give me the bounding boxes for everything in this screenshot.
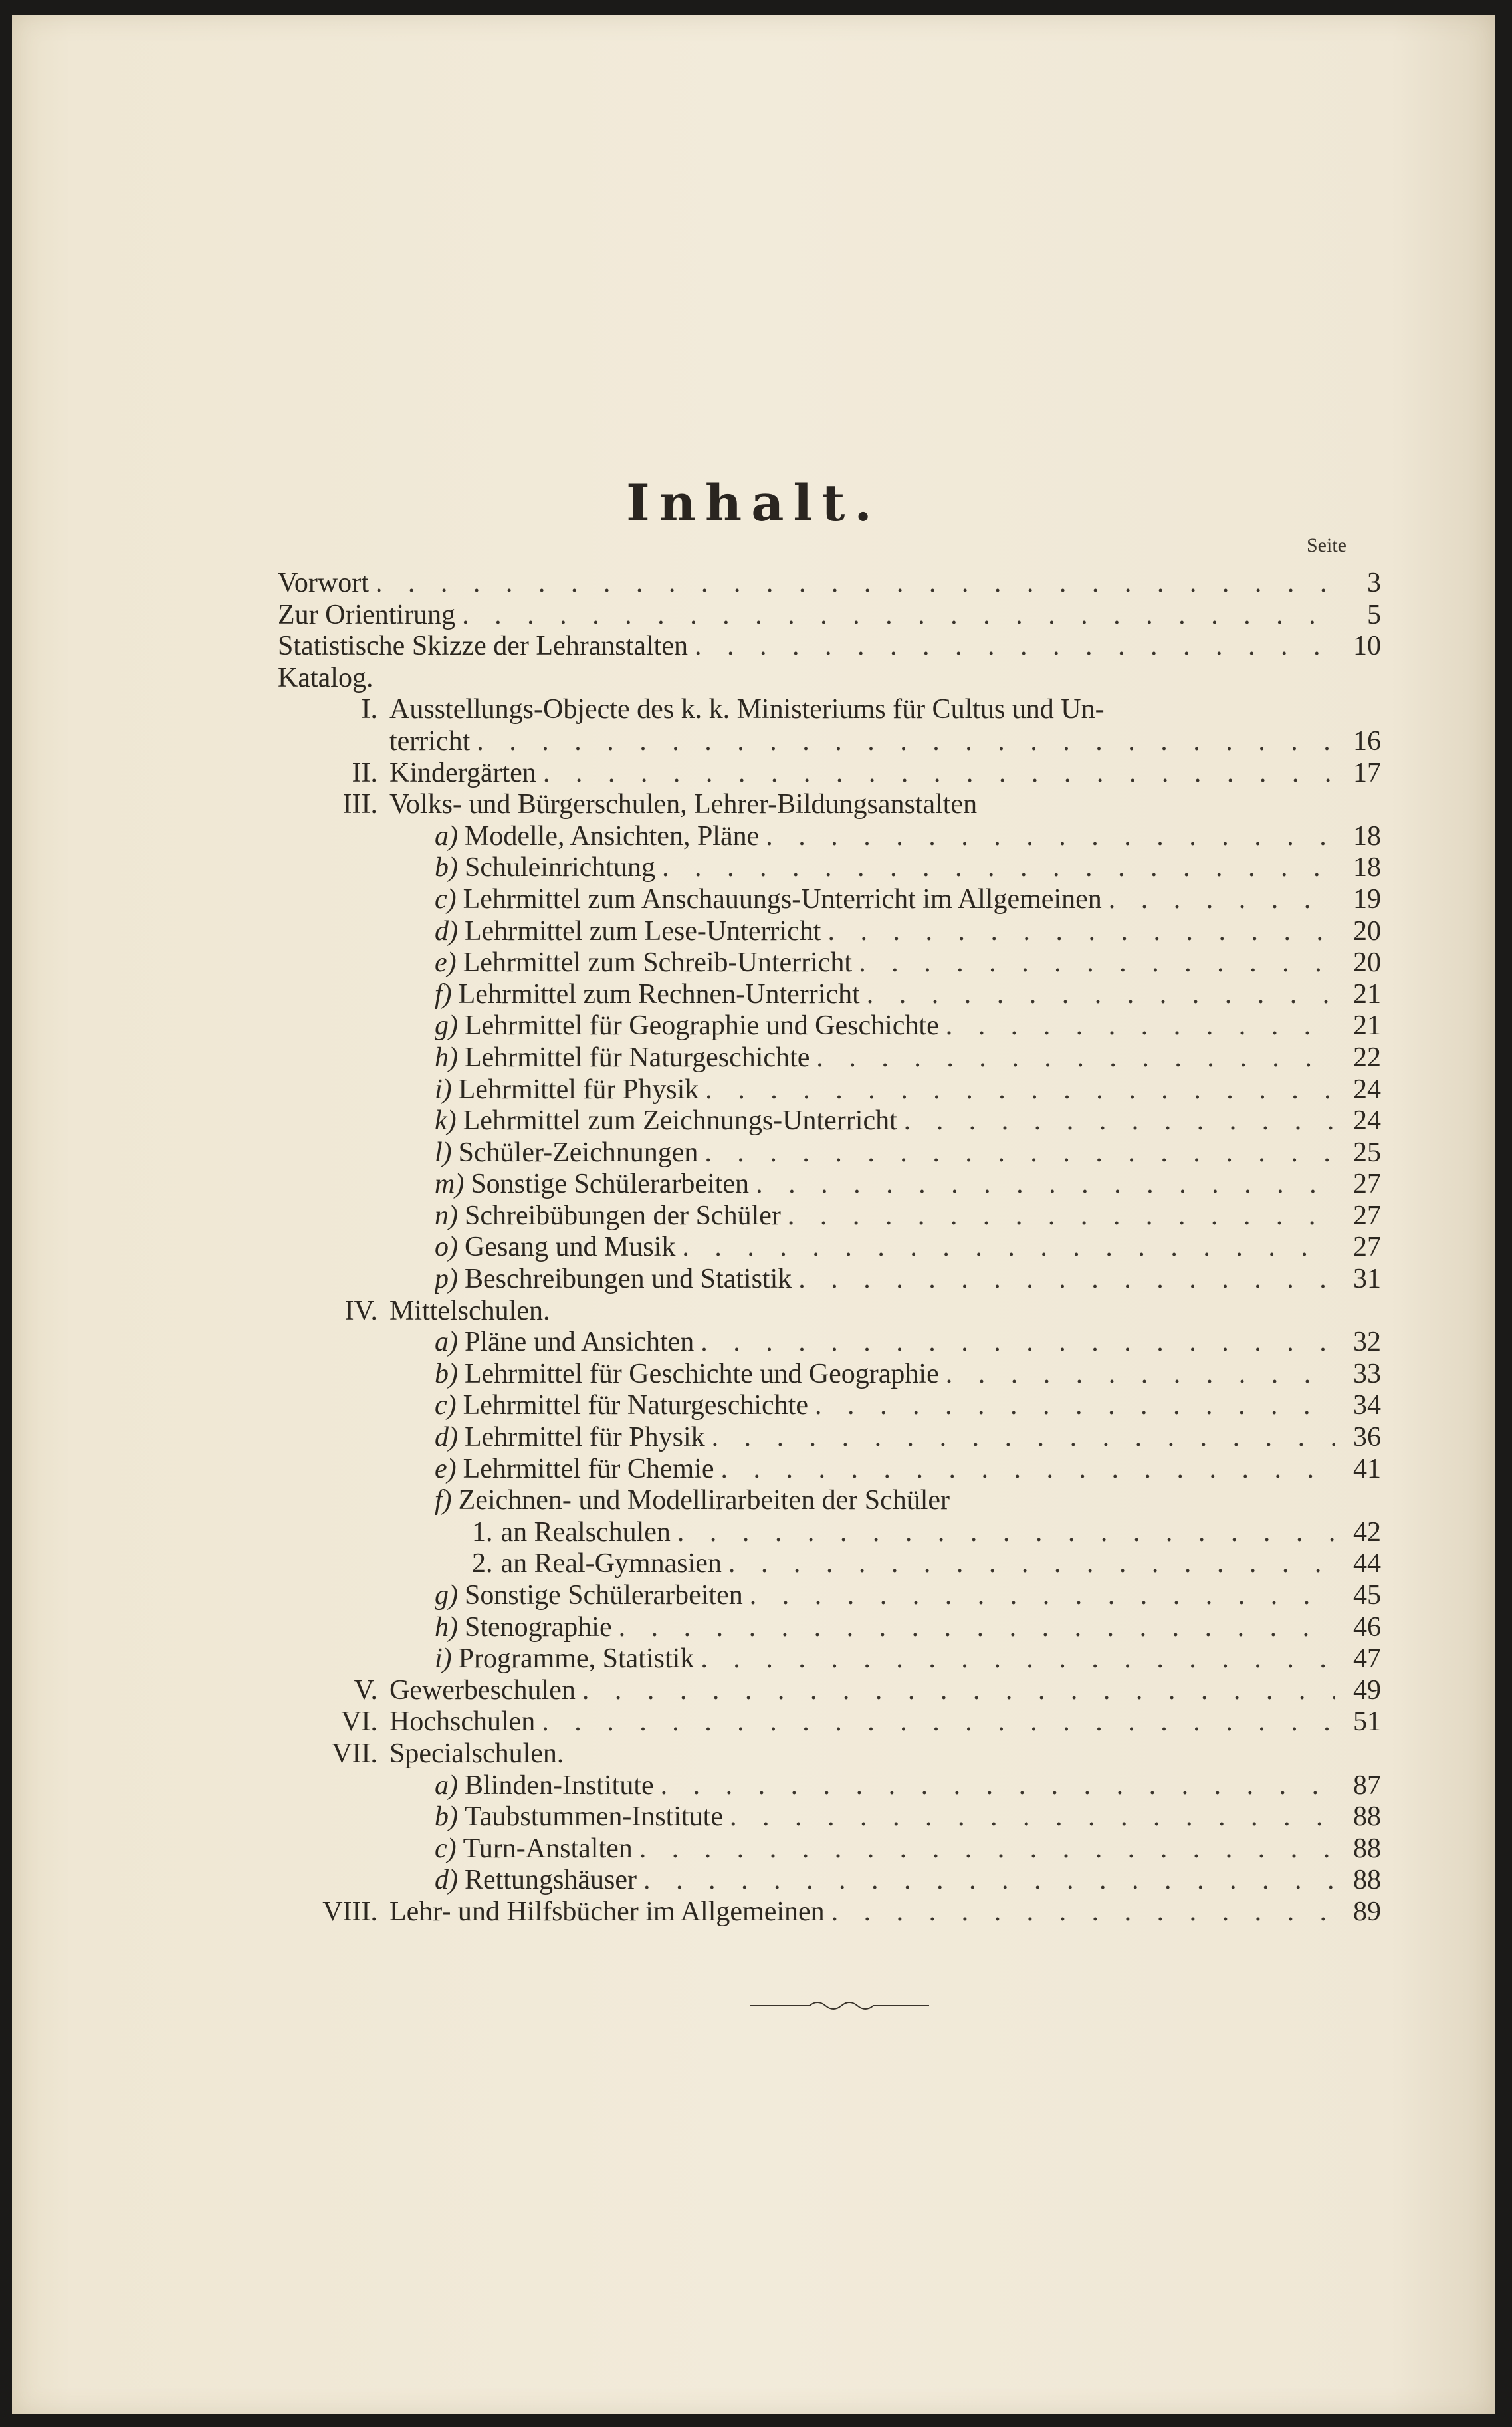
entry-title: Zur Orientirung (278, 599, 456, 630)
dot-leader (946, 1359, 1335, 1391)
entry-title: Lehrmittel für Naturgeschichte (465, 1042, 810, 1073)
section-number: IV. (344, 1295, 378, 1326)
page-number: 41 (1353, 1453, 1381, 1484)
subsection-letter: d) (435, 915, 458, 947)
entry-title: Specialschulen. (389, 1738, 564, 1769)
toc-entry (278, 821, 1381, 853)
entry-title: Lehrmittel zum Rechnen-Unterricht (458, 979, 860, 1010)
dot-leader (639, 1833, 1335, 1865)
dot-leader (721, 1454, 1335, 1486)
page-number: 3 (1367, 568, 1381, 598)
dot-leader (750, 1580, 1335, 1612)
page-number: 47 (1353, 1643, 1381, 1675)
toc-entry (278, 1548, 1381, 1580)
page-number: 10 (1353, 631, 1381, 662)
toc-entry (278, 1612, 1381, 1644)
dot-leader (701, 1643, 1335, 1675)
page-number: 27 (1353, 1200, 1381, 1231)
page-number: 21 (1353, 1010, 1381, 1042)
entry-title: Lehrmittel zum Zeichnungs-Unterricht (463, 1105, 897, 1137)
subsection-letter: b) (435, 852, 458, 883)
subsection-letter: m) (435, 1169, 465, 1200)
page-number: 34 (1353, 1390, 1381, 1421)
entry-title: Lehr- und Hilfsbücher im Allgemeinen (389, 1896, 825, 1927)
entry-title: Gewerbeschulen (389, 1675, 576, 1706)
toc-entry (278, 1485, 1381, 1517)
toc-entry (278, 1169, 1381, 1201)
toc-entry (278, 1327, 1381, 1359)
dot-leader (582, 1675, 1335, 1707)
dot-leader (376, 568, 1335, 600)
dot-leader (859, 947, 1335, 979)
page-number: 17 (1353, 757, 1381, 788)
entry-title: Lehrmittel für Naturgeschichte (463, 1390, 809, 1421)
entry-title: Hochschulen (389, 1706, 536, 1738)
entry-title: Schreibübungen der Schüler (465, 1200, 781, 1231)
dot-leader (677, 1517, 1335, 1549)
entry-title: Beschreibungen und Statistik (465, 1264, 792, 1295)
dot-leader (1109, 884, 1335, 916)
subsection-letter: c) (435, 1390, 457, 1421)
subsection-letter: e) (435, 947, 457, 979)
subsection-letter: h) (435, 1042, 458, 1073)
entry-title: Katalog. (278, 662, 374, 693)
page-number: 32 (1353, 1327, 1381, 1358)
dot-leader (867, 979, 1335, 1011)
page-number: 18 (1353, 852, 1381, 883)
section-number: II. (352, 757, 378, 788)
subsection-letter: a) (435, 1327, 458, 1358)
dot-leader (946, 1010, 1335, 1042)
page-number: 87 (1353, 1770, 1381, 1801)
page-number: 51 (1353, 1706, 1381, 1738)
entry-title: Turn-Anstalten (463, 1833, 633, 1864)
dot-leader (798, 1264, 1335, 1296)
dot-leader (543, 758, 1335, 790)
toc-entry (278, 1264, 1381, 1296)
subsection-letter: b) (435, 1358, 458, 1389)
section-number: I. (361, 694, 378, 725)
toc-entry (278, 1580, 1381, 1612)
toc-entry (278, 1201, 1381, 1232)
subsection-letter: b) (435, 1801, 458, 1833)
page-number: 24 (1353, 1074, 1381, 1105)
entry-title: Lehrmittel für Geschichte und Geographie (465, 1358, 939, 1389)
toc-entry (278, 1738, 1381, 1770)
toc-entry (278, 1706, 1381, 1738)
section-number: VI. (341, 1706, 378, 1738)
toc-entry (278, 694, 1381, 726)
dot-leader (643, 1865, 1335, 1897)
entry-title: Volks- und Bürgerschulen, Lehrer-Bildungsanstalten (389, 789, 978, 820)
subsection-letter: i) (435, 1074, 452, 1105)
entry-title: Kindergärten (389, 757, 536, 788)
page-number: 24 (1353, 1105, 1381, 1137)
dot-leader (816, 1042, 1335, 1074)
entry-title: terricht (389, 725, 471, 756)
subsection-letter: g) (435, 1010, 458, 1042)
page-number: 36 (1353, 1422, 1381, 1453)
toc-entry (278, 884, 1381, 916)
toc-entry (278, 852, 1381, 884)
page-number: 20 (1353, 915, 1381, 947)
entry-title: Pläne und Ansichten (465, 1327, 695, 1358)
table-of-contents (278, 568, 1381, 1928)
subsection-letter: o) (435, 1232, 458, 1263)
page-number: 88 (1353, 1865, 1381, 1896)
page-title: Inhalt. (626, 473, 881, 532)
toc-entry (278, 947, 1381, 979)
page-number: 25 (1353, 1137, 1381, 1168)
entry-title: Sonstige Schülerarbeiten (465, 1580, 743, 1611)
book-page (12, 15, 1495, 2414)
entry-title: Sonstige Schülerarbeiten (471, 1169, 750, 1200)
entry-title: Taubstummen-Institute (465, 1801, 723, 1833)
dot-leader (705, 1074, 1335, 1106)
toc-entry (278, 1517, 1381, 1549)
dot-leader (662, 852, 1335, 884)
toc-entry (278, 1137, 1381, 1169)
entry-title: Schüler-Zeichnungen (458, 1137, 699, 1168)
page-number: 27 (1353, 1169, 1381, 1200)
toc-entry (278, 1675, 1381, 1707)
page-column-label: Seite (1307, 534, 1347, 556)
subsection-letter: g) (435, 1580, 458, 1611)
subsection-letter: c) (435, 1833, 457, 1864)
toc-entry (278, 631, 1381, 663)
toc-entry (278, 726, 1381, 758)
subsection-letter: h) (435, 1611, 458, 1643)
entry-title: Vorwort (278, 568, 369, 598)
section-number: III. (342, 789, 378, 820)
subsection-number: 1. (472, 1516, 493, 1548)
dot-leader (704, 1137, 1335, 1169)
dot-leader (815, 1390, 1335, 1422)
toc-entry (278, 1074, 1381, 1106)
subsection-letter: i) (435, 1643, 452, 1675)
dot-leader (756, 1169, 1335, 1201)
toc-entry (278, 1897, 1381, 1928)
subsection-letter: a) (435, 820, 458, 852)
subsection-letter: l) (435, 1137, 452, 1168)
entry-title: Lehrmittel für Chemie (463, 1453, 714, 1484)
dot-leader (904, 1105, 1335, 1137)
page-number: 44 (1353, 1548, 1381, 1579)
page-number: 20 (1353, 947, 1381, 979)
entry-title: Mittelschulen. (389, 1295, 550, 1326)
toc-entry (278, 916, 1381, 948)
page-number: 21 (1353, 979, 1381, 1010)
entry-title: Lehrmittel für Geographie und Geschichte (465, 1010, 939, 1042)
dot-leader (542, 1706, 1335, 1738)
toc-entry (278, 979, 1381, 1011)
dot-leader (730, 1801, 1335, 1833)
dot-leader (695, 631, 1335, 663)
entry-title: Lehrmittel zum Schreib-Unterricht (463, 947, 853, 979)
page-number: 88 (1353, 1833, 1381, 1864)
entry-title: Gesang und Musik (465, 1232, 676, 1263)
dot-leader (477, 726, 1335, 758)
dot-leader (788, 1201, 1335, 1232)
subsection-number: 2. (472, 1548, 493, 1579)
toc-entry (278, 1833, 1381, 1865)
section-number: VIII. (322, 1896, 378, 1927)
dot-leader (661, 1770, 1335, 1802)
dot-leader (831, 1897, 1335, 1928)
page-number: 16 (1353, 725, 1381, 756)
dot-leader (712, 1422, 1335, 1454)
subsection-letter: n) (435, 1200, 458, 1231)
subsection-letter: f) (435, 979, 452, 1010)
entry-title: an Real-Gymnasien (500, 1548, 722, 1579)
entry-title: Rettungshäuser (465, 1865, 637, 1896)
entry-title: Modelle, Ansichten, Pläne (465, 820, 760, 852)
subsection-letter: d) (435, 1865, 458, 1896)
page-number: 27 (1353, 1232, 1381, 1263)
page-number: 31 (1353, 1264, 1381, 1295)
page-number: 22 (1353, 1042, 1381, 1073)
toc-entry (278, 1105, 1381, 1137)
page-number: 33 (1353, 1358, 1381, 1389)
entry-title: Blinden-Institute (465, 1770, 654, 1801)
section-number: VII. (332, 1738, 378, 1769)
toc-entry (278, 1422, 1381, 1454)
subsection-letter: f) (435, 1485, 452, 1516)
toc-entry (278, 1643, 1381, 1675)
subsection-letter: a) (435, 1770, 458, 1801)
toc-entry (278, 1010, 1381, 1042)
toc-entry (278, 1865, 1381, 1897)
toc-entry (278, 1770, 1381, 1802)
page-number: 45 (1353, 1580, 1381, 1611)
dot-leader (827, 916, 1335, 948)
toc-entry (278, 568, 1381, 600)
entry-title: Programme, Statistik (458, 1643, 695, 1675)
dot-leader (766, 821, 1335, 853)
dot-leader (619, 1612, 1335, 1644)
entry-title: Lehrmittel für Physik (458, 1074, 699, 1105)
toc-entry (278, 1232, 1381, 1264)
toc-entry (278, 1454, 1381, 1486)
toc-entry (278, 1296, 1381, 1328)
page-number: 42 (1353, 1516, 1381, 1548)
ornament-divider-icon (750, 1996, 929, 2016)
toc-entry (278, 758, 1381, 790)
entry-title: Lehrmittel zum Anschauungs-Unterricht im Allgemeinen (463, 883, 1102, 915)
entry-title: Schuleinrichtung (465, 852, 655, 883)
entry-title: Statistische Skizze der Lehranstalten (278, 631, 688, 662)
toc-entry (278, 1359, 1381, 1391)
toc-entry (278, 1801, 1381, 1833)
subsection-letter: k) (435, 1105, 457, 1137)
subsection-letter: p) (435, 1264, 458, 1295)
entry-title: Stenographie (465, 1611, 612, 1643)
subsection-letter: d) (435, 1422, 458, 1453)
toc-entry (278, 663, 1381, 695)
entry-title: Ausstellungs-Objecte des k. k. Ministeriums für Cultus und Un- (389, 694, 1105, 725)
dot-leader (701, 1327, 1335, 1359)
section-number: V. (354, 1675, 378, 1706)
page-number: 46 (1353, 1611, 1381, 1643)
page-number: 18 (1353, 820, 1381, 852)
toc-entry (278, 1042, 1381, 1074)
entry-title: Zeichnen- und Modellirarbeiten der Schüler (458, 1485, 950, 1516)
toc-entry (278, 600, 1381, 632)
dot-leader (462, 600, 1335, 632)
page-number: 5 (1367, 599, 1381, 630)
subsection-letter: e) (435, 1453, 457, 1484)
toc-entry (278, 789, 1381, 821)
page-number: 89 (1353, 1896, 1381, 1927)
toc-entry (278, 1390, 1381, 1422)
subsection-letter: c) (435, 883, 457, 915)
page-number: 88 (1353, 1801, 1381, 1833)
entry-title: Lehrmittel zum Lese-Unterricht (465, 915, 821, 947)
dot-leader (728, 1548, 1335, 1580)
dot-leader (682, 1232, 1335, 1264)
entry-title: Lehrmittel für Physik (465, 1422, 705, 1453)
page-number: 19 (1353, 883, 1381, 915)
page-number: 49 (1353, 1675, 1381, 1706)
entry-title: an Realschulen (500, 1516, 671, 1548)
